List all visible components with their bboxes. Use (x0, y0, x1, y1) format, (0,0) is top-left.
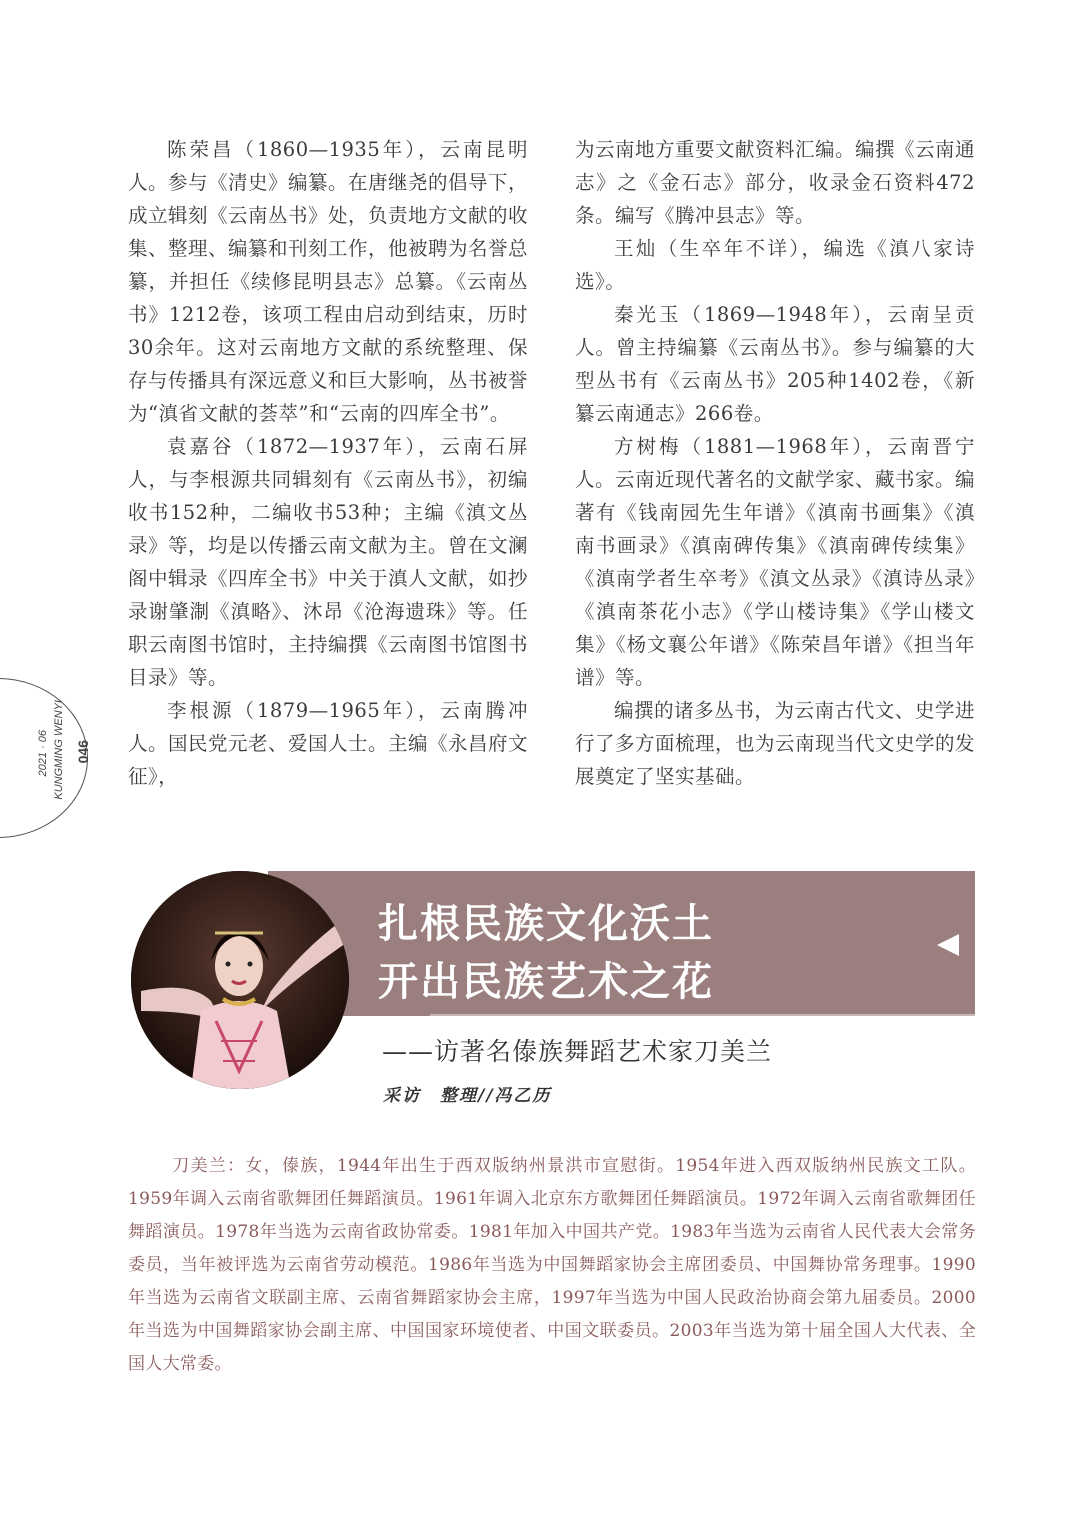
paragraph-qin-guangyu: 秦光玉（1869—1948年），云南呈贡人。曾主持编纂《云南丛书》。参与编纂的大型丛书有《云南丛书》205种1402卷，《新纂云南通志》266卷。 (575, 303, 975, 425)
page-number: 046 (75, 740, 91, 764)
paragraph-li-genyuan: 李根源（1879—1965年），云南腾冲人。国民党元老、爱国人士。主编《永昌府文征》， (128, 699, 529, 788)
feature-subtitle: ——访著名傣族舞蹈艺术家刀美兰 (382, 1037, 773, 1066)
issue-number: 2021 · 06 (37, 730, 49, 777)
paragraph-wang-can: 王灿（生卒年不详），编选《滇八家诗选》。 (575, 237, 975, 293)
article-right-column (575, 133, 975, 793)
feature-title-line-2: 开出民族艺术之花 (378, 959, 714, 1005)
magazine-name: KUNGMING WENYI (53, 700, 65, 800)
artist-bio (128, 1150, 976, 1381)
page-marker (20, 700, 91, 830)
paragraph-continuation: 为云南地方重要文献资料汇编。编撰《云南通志》之《金石志》部分，收录金石资料472条。编写《腾冲县志》等。 (575, 138, 976, 227)
dancer-portrait (131, 871, 349, 1089)
feature-byline: 采访 整理//冯乙历 (383, 1086, 552, 1106)
paragraph-chen-rongchang: 陈荣昌（1860—1935年），云南昆明人。参与《清史》编纂。在唐继尧的倡导下，成立辑刻《云南丛书》处，负责地方文献的收集、整理、编纂和刊刻工作，他被聘为名誉总纂，并担任《续修昆明县志》总纂。《云南丛书》1212卷，该项工程由启动到结束，历时30余年。这对云南地方文献的系统整理、保存与传播具有深远意义和巨大影响，丛书被誉为“滇省文献的荟萃”和“云南的四库全书”。 (128, 138, 529, 425)
paragraph-yuan-jiagu: 袁嘉谷（1872—1937年），云南石屏人，与李根源共同辑刻有《云南丛书》，初编收书152种，二编收书53种；主编《滇文丛录》等，均是以传播云南文献为主。曾在文澜阁中辑录《四库全书》中关于滇人文献，如抄录谢肇淛《滇略》、沐昂《沧海遗珠》等。任职云南图书馆时，主持编撰《云南图书馆图书目录》等。 (128, 435, 529, 689)
triangle-left-icon (937, 934, 959, 956)
article-left-column (128, 133, 528, 793)
artist-bio-text: 刀美兰：女，傣族，1944年出生于西双版纳州景洪市宣慰街。1954年进入西双版纳州民族文工队。1959年调入云南省歌舞团任舞蹈演员。1961年调入北京东方歌舞团任舞蹈演员。1972年调入云南省歌舞团任舞蹈演员。1978年当选为云南省政协常委。1981年加入中国共产党。1983年当选为云南省人民代表大会常务委员，当年被评选为云南省劳动模范。1986年当选为中国舞蹈家协会主席团委员、中国舞协常务理事。1990年当选为云南省文联副主席、云南省舞蹈家协会主席，1997年当选为中国人民政治协商会第九届委员。2000年当选为中国舞蹈家协会副主席、中国国家环境使者、中国文联委员。2003年当选为第十届全国人大代表、全国人大常委。 (128, 1156, 976, 1374)
paragraph-fang-shumei: 方树梅（1881—1968年），云南晋宁人。云南近现代著名的文献学家、藏书家。编著有《钱南园先生年谱》《滇南书画集》《滇南书画录》《滇南碑传集》《滇南碑传续集》《滇南学者生卒考》《滇文丛录》《滇诗丛录》《滇南茶花小志》《学山楼诗集》《学山楼文集》《杨文襄公年谱》《陈荣昌年谱》《担当年谱》等。 (575, 435, 976, 689)
banner-underline (430, 1014, 975, 1016)
feature-title-line-1: 扎根民族文化沃土 (378, 901, 714, 947)
paragraph-conclusion: 编撰的诸多丛书，为云南古代文、史学进行了多方面梳理，也为云南现当代文史学的发展奠定了坚实基础。 (575, 699, 976, 788)
